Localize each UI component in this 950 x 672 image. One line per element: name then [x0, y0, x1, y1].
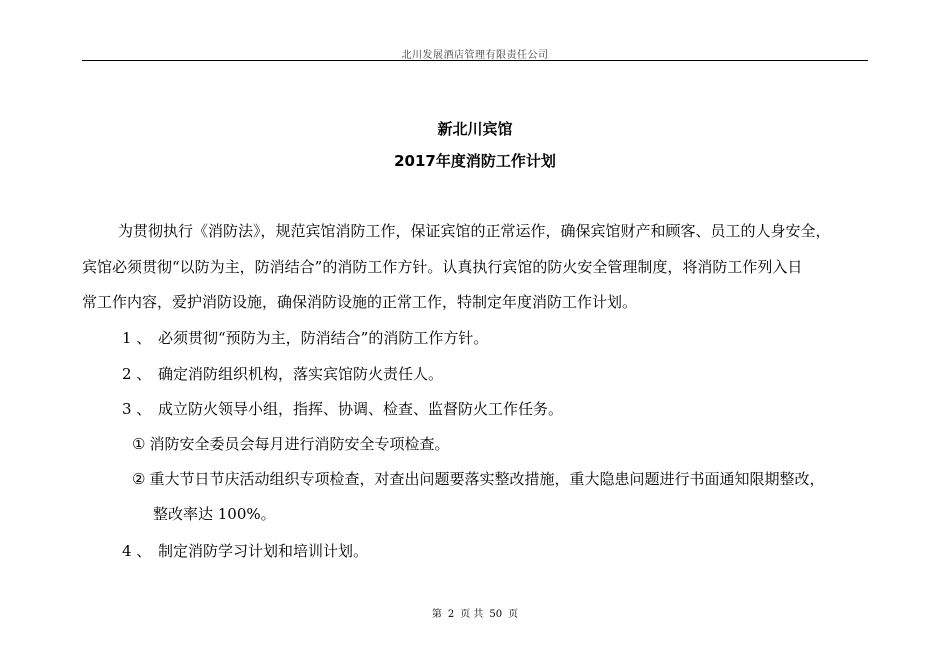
- total-pages: 50: [489, 609, 503, 620]
- document-title: 新北川宾馆: [437, 120, 513, 138]
- list-item: [122, 541, 368, 561]
- sub-item-mark: ②: [132, 470, 146, 488]
- item-text: 制定消防学习计划和培训计划。: [158, 542, 369, 560]
- item-number: 1 、: [122, 329, 152, 347]
- intro-line-2: 宾馆必须贯彻“以防为主，防消结合”的消防工作方针。认真执行宾馆的防火安全管理制度，将消防工作列入日: [82, 258, 803, 276]
- page-number: 2: [447, 609, 455, 620]
- sub-item-text: 重大节日节庆活动组织专项检查，对查出问题要落实整改措施，重大隐患问题进行书面通知限期整改，: [149, 470, 825, 488]
- item-text: 成立防火领导小组，指挥、协调、检查、监督防火工作任务。: [158, 400, 564, 418]
- header-divider: [82, 60, 868, 61]
- footer-mid: 页 共: [460, 609, 484, 620]
- item-number: 4 、: [122, 542, 152, 560]
- intro-line-1: 为贯彻执行《消防法》，规范宾馆消防工作，保证宾馆的正常运作，确保宾馆财产和顾客、员工的人身安全，: [118, 222, 831, 240]
- page-footer: [0, 605, 950, 620]
- list-item: [122, 364, 443, 384]
- sub-item: [132, 434, 449, 454]
- running-header: 北川发展酒店管理有限责任公司: [401, 50, 549, 61]
- sub-item: [132, 469, 824, 489]
- list-item: [122, 399, 563, 419]
- item-number: 3 、: [122, 400, 152, 418]
- list-item: [122, 328, 488, 348]
- sub-item-continuation: 整改率达 100%。: [153, 505, 276, 523]
- footer-prefix: 第: [431, 609, 442, 620]
- item-text: 必须贯彻“预防为主，防消结合”的消防工作方针。: [158, 329, 489, 347]
- item-number: 2 、: [122, 365, 152, 383]
- item-text: 确定消防组织机构，落实宾馆防火责任人。: [158, 365, 444, 383]
- sub-item-text: 消防安全委员会每月进行消防安全专项检查。: [149, 435, 450, 453]
- footer-suffix: 页: [508, 609, 519, 620]
- sub-item-mark: ①: [132, 435, 146, 453]
- document-subtitle: 2017年度消防工作计划: [394, 152, 556, 170]
- intro-line-3: 常工作内容，爱护消防设施，确保消防设施的正常工作，特制定年度消防工作计划。: [82, 293, 638, 311]
